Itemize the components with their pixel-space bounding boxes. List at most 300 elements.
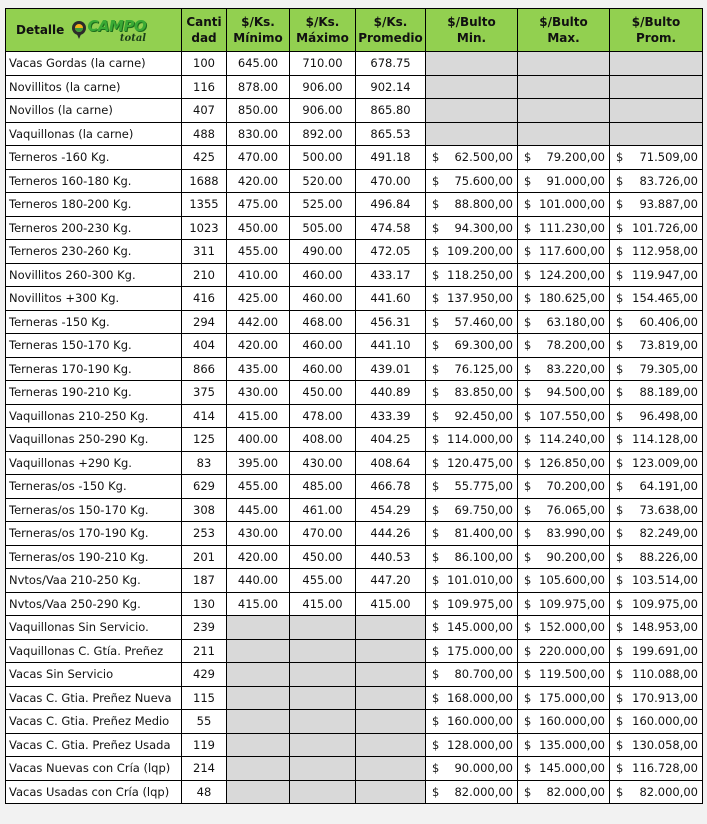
- amount: 101.726,00: [632, 220, 698, 235]
- row-kmin: 425.00: [227, 287, 290, 311]
- currency-symbol: $: [524, 690, 532, 705]
- row-kprom: 433.39: [356, 404, 426, 428]
- empty-cell: [426, 99, 518, 123]
- currency-symbol: $: [432, 291, 440, 306]
- amount: 83.220,00: [546, 361, 605, 376]
- row-bprom: [610, 757, 703, 781]
- empty-cell: [426, 75, 518, 99]
- row-bmin: [426, 334, 518, 358]
- row-kprom: 439.01: [356, 357, 426, 381]
- row-kmax: 460.00: [290, 263, 356, 287]
- currency-symbol: $: [524, 291, 532, 306]
- row-name: Nvtos/Vaa 250-290 Kg.: [6, 592, 182, 616]
- amount: 118.250,00: [447, 267, 513, 282]
- row-cantidad: 130: [182, 592, 227, 616]
- empty-cell: [426, 122, 518, 146]
- currency-symbol: $: [524, 455, 532, 470]
- amount: 123.009,00: [632, 455, 698, 470]
- header-bulto-prom: $/Bulto Prom.: [610, 9, 703, 52]
- table-row: [6, 616, 703, 640]
- empty-cell: [518, 122, 610, 146]
- row-cantidad: 55: [182, 710, 227, 734]
- row-kprom: 678.75: [356, 52, 426, 76]
- amount: 101.000,00: [539, 197, 605, 212]
- amount: 79.305,00: [639, 361, 698, 376]
- amount: 180.625,00: [539, 291, 605, 306]
- row-kmax: 505.00: [290, 216, 356, 240]
- table-row: [6, 357, 703, 381]
- amount: 117.600,00: [539, 244, 605, 259]
- amount: 57.460,00: [454, 314, 513, 329]
- currency-symbol: $: [616, 314, 624, 329]
- row-kmin: 415.00: [227, 592, 290, 616]
- empty-cell: [356, 639, 426, 663]
- currency-symbol: $: [432, 220, 440, 235]
- row-kmax: 450.00: [290, 545, 356, 569]
- table-row: [6, 686, 703, 710]
- row-cantidad: 866: [182, 357, 227, 381]
- amount: 105.600,00: [539, 573, 605, 588]
- empty-cell: [356, 780, 426, 804]
- amount: 86.100,00: [454, 549, 513, 564]
- row-name: Terneras/os 190-210 Kg.: [6, 545, 182, 569]
- table-row: [6, 169, 703, 193]
- currency-symbol: $: [524, 338, 532, 353]
- row-bmax: [518, 310, 610, 334]
- amount: 137.950,00: [447, 291, 513, 306]
- row-bprom: [610, 780, 703, 804]
- row-kmin: 455.00: [227, 475, 290, 499]
- empty-cell: [426, 52, 518, 76]
- row-bmin: [426, 287, 518, 311]
- amount: 83.726,00: [639, 173, 698, 188]
- row-bmin: [426, 663, 518, 687]
- row-cantidad: 404: [182, 334, 227, 358]
- row-cantidad: 115: [182, 686, 227, 710]
- row-bprom: [610, 169, 703, 193]
- row-bprom: [610, 263, 703, 287]
- row-kprom: 470.00: [356, 169, 426, 193]
- row-bmax: [518, 193, 610, 217]
- row-kprom: 865.53: [356, 122, 426, 146]
- empty-cell: [290, 663, 356, 687]
- currency-symbol: $: [616, 502, 624, 517]
- row-kmin: 442.00: [227, 310, 290, 334]
- amount: 111.230,00: [539, 220, 605, 235]
- currency-symbol: $: [432, 737, 440, 752]
- currency-symbol: $: [616, 714, 624, 729]
- amount: 78.200,00: [546, 338, 605, 353]
- amount: 220.000,00: [539, 643, 605, 658]
- table-row: [6, 75, 703, 99]
- row-bmax: [518, 334, 610, 358]
- row-kmin: 420.00: [227, 334, 290, 358]
- amount: 82.000,00: [454, 784, 513, 799]
- row-bprom: [610, 592, 703, 616]
- row-kmin: 440.00: [227, 569, 290, 593]
- row-cantidad: 125: [182, 428, 227, 452]
- row-bmin: [426, 193, 518, 217]
- table-row: [6, 569, 703, 593]
- currency-symbol: $: [432, 244, 440, 259]
- row-kmin: 420.00: [227, 169, 290, 193]
- row-kprom: 472.05: [356, 240, 426, 264]
- row-bmax: [518, 451, 610, 475]
- empty-cell: [290, 733, 356, 757]
- currency-symbol: $: [432, 408, 440, 423]
- row-name: Vaquillonas 210-250 Kg.: [6, 404, 182, 428]
- row-kmin: 830.00: [227, 122, 290, 146]
- currency-symbol: $: [432, 432, 440, 447]
- table-row: [6, 334, 703, 358]
- amount: 114.000,00: [447, 432, 513, 447]
- table-row: [6, 193, 703, 217]
- currency-symbol: $: [524, 596, 532, 611]
- amount: 90.000,00: [454, 761, 513, 776]
- currency-symbol: $: [432, 643, 440, 658]
- currency-symbol: $: [616, 573, 624, 588]
- row-kmin: 435.00: [227, 357, 290, 381]
- table-row: [6, 146, 703, 170]
- row-bmax: [518, 616, 610, 640]
- currency-symbol: $: [616, 667, 624, 682]
- empty-cell: [518, 52, 610, 76]
- row-cantidad: 629: [182, 475, 227, 499]
- row-cantidad: 294: [182, 310, 227, 334]
- header-cantidad: Canti dad: [182, 9, 227, 52]
- amount: 109.975,00: [539, 596, 605, 611]
- row-kmax: 450.00: [290, 381, 356, 405]
- row-name: Novillos (la carne): [6, 99, 182, 123]
- empty-cell: [290, 686, 356, 710]
- currency-symbol: $: [524, 526, 532, 541]
- currency-symbol: $: [616, 549, 624, 564]
- row-bprom: [610, 146, 703, 170]
- row-bmax: [518, 686, 610, 710]
- amount: 88.800,00: [454, 197, 513, 212]
- empty-cell: [356, 757, 426, 781]
- row-name: Vaquillonas (la carne): [6, 122, 182, 146]
- logo-word: CAMPO: [87, 17, 147, 35]
- row-bmin: [426, 545, 518, 569]
- row-name: Novillitos 260-300 Kg.: [6, 263, 182, 287]
- row-bprom: [610, 193, 703, 217]
- amount: 114.128,00: [632, 432, 698, 447]
- currency-symbol: $: [524, 549, 532, 564]
- currency-symbol: $: [432, 338, 440, 353]
- currency-symbol: $: [616, 784, 624, 799]
- row-kmin: 455.00: [227, 240, 290, 264]
- row-kprom: 441.10: [356, 334, 426, 358]
- row-bmin: [426, 780, 518, 804]
- amount: 103.514,00: [632, 573, 698, 588]
- row-bprom: [610, 545, 703, 569]
- row-bmax: [518, 569, 610, 593]
- amount: 76.125,00: [454, 361, 513, 376]
- empty-cell: [356, 616, 426, 640]
- currency-symbol: $: [432, 573, 440, 588]
- table-row: [6, 310, 703, 334]
- row-name: Terneros -160 Kg.: [6, 146, 182, 170]
- currency-symbol: $: [432, 549, 440, 564]
- empty-cell: [227, 757, 290, 781]
- amount: 135.000,00: [539, 737, 605, 752]
- row-cantidad: 416: [182, 287, 227, 311]
- row-bmin: [426, 616, 518, 640]
- row-kprom: 474.58: [356, 216, 426, 240]
- row-kprom: 466.78: [356, 475, 426, 499]
- row-name: Terneros 200-230 Kg.: [6, 216, 182, 240]
- currency-symbol: $: [432, 714, 440, 729]
- row-kmax: 415.00: [290, 592, 356, 616]
- row-kmin: 420.00: [227, 545, 290, 569]
- currency-symbol: $: [524, 408, 532, 423]
- row-cantidad: 239: [182, 616, 227, 640]
- amount: 199.691,00: [632, 643, 698, 658]
- row-bmax: [518, 639, 610, 663]
- row-bmax: [518, 780, 610, 804]
- empty-cell: [227, 686, 290, 710]
- currency-symbol: $: [432, 479, 440, 494]
- row-bprom: [610, 334, 703, 358]
- currency-symbol: $: [616, 620, 624, 635]
- row-cantidad: 375: [182, 381, 227, 405]
- currency-symbol: $: [616, 761, 624, 776]
- table-row: [6, 592, 703, 616]
- row-cantidad: 1355: [182, 193, 227, 217]
- currency-symbol: $: [432, 620, 440, 635]
- row-cantidad: 425: [182, 146, 227, 170]
- amount: 73.819,00: [639, 338, 698, 353]
- amount: 119.947,00: [632, 267, 698, 282]
- empty-cell: [227, 710, 290, 734]
- empty-cell: [290, 780, 356, 804]
- header-kg-max: $/Ks. Máximo: [290, 9, 356, 52]
- row-cantidad: 210: [182, 263, 227, 287]
- row-bprom: [610, 569, 703, 593]
- currency-symbol: $: [616, 432, 624, 447]
- currency-symbol: $: [524, 197, 532, 212]
- currency-symbol: $: [432, 455, 440, 470]
- row-name: Vacas Sin Servicio: [6, 663, 182, 687]
- amount: 94.300,00: [454, 220, 513, 235]
- row-name: Novillitos +300 Kg.: [6, 287, 182, 311]
- row-bmax: [518, 710, 610, 734]
- row-bprom: [610, 451, 703, 475]
- amount: 154.465,00: [632, 291, 698, 306]
- amount: 80.700,00: [454, 667, 513, 682]
- amount: 119.500,00: [539, 667, 605, 682]
- row-kmax: 408.00: [290, 428, 356, 452]
- row-kmax: 478.00: [290, 404, 356, 428]
- table-row: [6, 52, 703, 76]
- amount: 126.850,00: [539, 455, 605, 470]
- row-bmin: [426, 592, 518, 616]
- row-bprom: [610, 240, 703, 264]
- row-name: Terneras -150 Kg.: [6, 310, 182, 334]
- row-bmin: [426, 146, 518, 170]
- table-row: [6, 263, 703, 287]
- amount: 76.065,00: [546, 502, 605, 517]
- row-kmin: 430.00: [227, 522, 290, 546]
- currency-symbol: $: [616, 267, 624, 282]
- header-row: [6, 9, 703, 52]
- empty-cell: [227, 616, 290, 640]
- row-kmax: 468.00: [290, 310, 356, 334]
- row-kmax: 460.00: [290, 287, 356, 311]
- currency-symbol: $: [616, 643, 624, 658]
- row-kmax: 455.00: [290, 569, 356, 593]
- empty-cell: [356, 663, 426, 687]
- currency-symbol: $: [432, 173, 440, 188]
- empty-cell: [227, 663, 290, 687]
- currency-symbol: $: [616, 244, 624, 259]
- table-row: [6, 710, 703, 734]
- currency-symbol: $: [432, 502, 440, 517]
- row-bprom: [610, 381, 703, 405]
- row-bprom: [610, 686, 703, 710]
- row-name: Vacas C. Gtia. Preñez Usada: [6, 733, 182, 757]
- row-bmin: [426, 733, 518, 757]
- row-bmax: [518, 522, 610, 546]
- row-bmin: [426, 475, 518, 499]
- row-bmin: [426, 522, 518, 546]
- row-kmax: 906.00: [290, 99, 356, 123]
- row-bprom: [610, 710, 703, 734]
- currency-symbol: $: [524, 150, 532, 165]
- row-name: Terneras/os 150-170 Kg.: [6, 498, 182, 522]
- currency-symbol: $: [524, 573, 532, 588]
- header-bulto-max: $/Bulto Max.: [518, 9, 610, 52]
- currency-symbol: $: [616, 361, 624, 376]
- currency-symbol: $: [524, 620, 532, 635]
- currency-symbol: $: [524, 737, 532, 752]
- table-row: [6, 522, 703, 546]
- row-bmax: [518, 545, 610, 569]
- row-kmin: 400.00: [227, 428, 290, 452]
- row-bmin: [426, 428, 518, 452]
- currency-symbol: $: [524, 385, 532, 400]
- row-kprom: 444.26: [356, 522, 426, 546]
- amount: 101.010,00: [447, 573, 513, 588]
- amount: 64.191,00: [639, 479, 698, 494]
- row-cantidad: 201: [182, 545, 227, 569]
- row-bmax: [518, 146, 610, 170]
- amount: 160.000,00: [632, 714, 698, 729]
- amount: 83.990,00: [546, 526, 605, 541]
- row-name: Terneras 170-190 Kg.: [6, 357, 182, 381]
- currency-symbol: $: [524, 432, 532, 447]
- table-row: [6, 639, 703, 663]
- row-kmin: 850.00: [227, 99, 290, 123]
- row-name: Terneras/os -150 Kg.: [6, 475, 182, 499]
- row-kprom: 404.25: [356, 428, 426, 452]
- row-bmax: [518, 263, 610, 287]
- currency-symbol: $: [432, 784, 440, 799]
- empty-cell: [227, 780, 290, 804]
- row-name: Vaquillonas +290 Kg.: [6, 451, 182, 475]
- amount: 94.500,00: [546, 385, 605, 400]
- row-kprom: 865.80: [356, 99, 426, 123]
- empty-cell: [356, 733, 426, 757]
- currency-symbol: $: [524, 244, 532, 259]
- row-bmin: [426, 569, 518, 593]
- amount: 116.728,00: [632, 761, 698, 776]
- amount: 62.500,00: [454, 150, 513, 165]
- row-kprom: 454.29: [356, 498, 426, 522]
- row-cantidad: 253: [182, 522, 227, 546]
- currency-symbol: $: [524, 714, 532, 729]
- amount: 109.975,00: [447, 596, 513, 611]
- row-bprom: [610, 428, 703, 452]
- row-cantidad: 407: [182, 99, 227, 123]
- table-row: [6, 757, 703, 781]
- row-kmin: 470.00: [227, 146, 290, 170]
- amount: 60.406,00: [639, 314, 698, 329]
- currency-symbol: $: [616, 408, 624, 423]
- row-bmax: [518, 663, 610, 687]
- currency-symbol: $: [616, 385, 624, 400]
- amount: 55.775,00: [454, 479, 513, 494]
- table-row: [6, 287, 703, 311]
- row-bprom: [610, 310, 703, 334]
- currency-symbol: $: [616, 455, 624, 470]
- row-name: Vacas C. Gtia. Preñez Nueva: [6, 686, 182, 710]
- row-cantidad: 311: [182, 240, 227, 264]
- empty-cell: [610, 75, 703, 99]
- header-detalle: [6, 9, 182, 52]
- row-bmin: [426, 357, 518, 381]
- currency-symbol: $: [616, 173, 624, 188]
- row-bprom: [610, 639, 703, 663]
- table-body: [6, 52, 703, 804]
- table-row: [6, 216, 703, 240]
- row-kmin: 475.00: [227, 193, 290, 217]
- row-name: Terneros 160-180 Kg.: [6, 169, 182, 193]
- empty-cell: [518, 99, 610, 123]
- amount: 82.000,00: [639, 784, 698, 799]
- row-kmax: 470.00: [290, 522, 356, 546]
- currency-symbol: $: [432, 267, 440, 282]
- row-kmax: 892.00: [290, 122, 356, 146]
- amount: 120.475,00: [447, 455, 513, 470]
- currency-symbol: $: [432, 314, 440, 329]
- amount: 79.200,00: [546, 150, 605, 165]
- amount: 170.913,00: [632, 690, 698, 705]
- currency-symbol: $: [616, 526, 624, 541]
- row-bmax: [518, 357, 610, 381]
- table-row: [6, 99, 703, 123]
- amount: 73.638,00: [639, 502, 698, 517]
- row-bprom: [610, 498, 703, 522]
- amount: 82.249,00: [639, 526, 698, 541]
- row-bmin: [426, 240, 518, 264]
- row-kprom: 440.53: [356, 545, 426, 569]
- currency-symbol: $: [616, 479, 624, 494]
- logo-sub: total: [119, 33, 147, 44]
- amount: 91.000,00: [546, 173, 605, 188]
- row-cantidad: 100: [182, 52, 227, 76]
- currency-symbol: $: [616, 690, 624, 705]
- empty-cell: [610, 99, 703, 123]
- amount: 92.450,00: [454, 408, 513, 423]
- row-bmax: [518, 428, 610, 452]
- row-bmin: [426, 263, 518, 287]
- amount: 71.509,00: [639, 150, 698, 165]
- currency-symbol: $: [616, 291, 624, 306]
- amount: 107.550,00: [539, 408, 605, 423]
- price-table: [5, 8, 703, 804]
